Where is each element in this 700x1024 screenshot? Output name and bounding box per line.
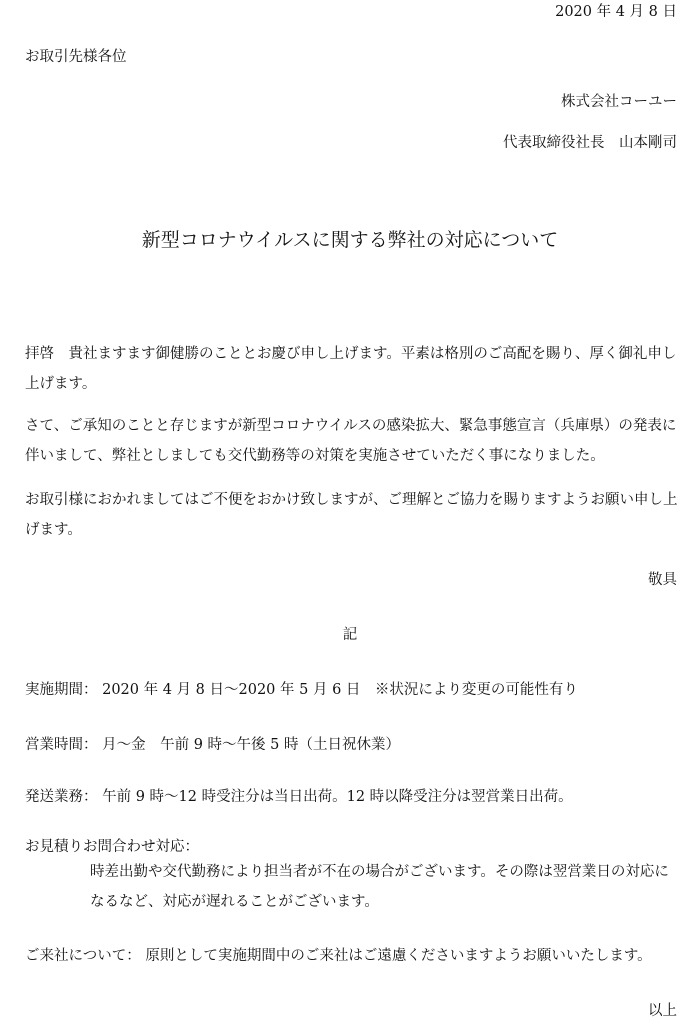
hours-label: 営業時間： <box>25 737 98 753</box>
recipient: お取引先様各位 <box>25 49 127 65</box>
hours-row <box>25 738 400 753</box>
inquiry-label: お見積りお問合わせ対応： <box>25 839 199 855</box>
inquiry-value: 時差出勤や交代勤務により担当者が不在の場合がございます。その際は翌営業日の対応になるなど、対応が遅れることがございます。 <box>90 864 669 910</box>
paragraph-request: お取引様におかれましてはご不便をおかけ致しますが、ご理解とご協力を賜りますようお願い申し上げます。 <box>25 492 678 538</box>
hours-value: 月～金 午前 9 時～午後 5 時（土日祝休業） <box>102 737 400 753</box>
document-date: 2020 年 4 月 8 日 <box>555 4 677 20</box>
shipping-row <box>25 790 573 805</box>
representative: 代表取締役社長 山本剛司 <box>503 135 677 151</box>
shipping-value: 午前 9 時～12 時受注分は当日出荷。12 時以降受注分は翌営業日出荷。 <box>102 789 573 805</box>
visit-label: ご来社について： <box>25 948 141 964</box>
company-name: 株式会社コーユー <box>561 94 677 110</box>
note-heading: 記 <box>342 627 358 643</box>
end-mark: 以上 <box>648 1003 677 1019</box>
shipping-label: 発送業務： <box>25 789 98 805</box>
visit-value: 原則として実施期間中のご来社はご遠慮くださいますようお願いいたします。 <box>145 948 652 964</box>
paragraph-announcement: さて、ご承知のことと存じますが新型コロナウイルスの感染拡大、緊急事態宣言（兵庫県）の発表に伴いまして、弊社としましても交代勤務等の対策を実施させていただく事になりました。 <box>25 418 677 464</box>
period-value: 2020 年 4 月 8 日～2020 年 5 月 6 日 ※状況により変更の可能性有り <box>102 682 578 698</box>
visit-row <box>25 949 652 964</box>
paragraph-greeting: 拝啓 貴社ますます御健勝のこととお慶び申し上げます。平素は格別のご高配を賜り、厚く御礼申し上げます。 <box>25 346 677 392</box>
period-label: 実施期間： <box>25 682 98 698</box>
document-title: 新型コロナウイルスに関する弊社の対応について <box>141 229 559 251</box>
closing-keigu: 敬具 <box>648 572 677 588</box>
period-row <box>25 683 578 698</box>
